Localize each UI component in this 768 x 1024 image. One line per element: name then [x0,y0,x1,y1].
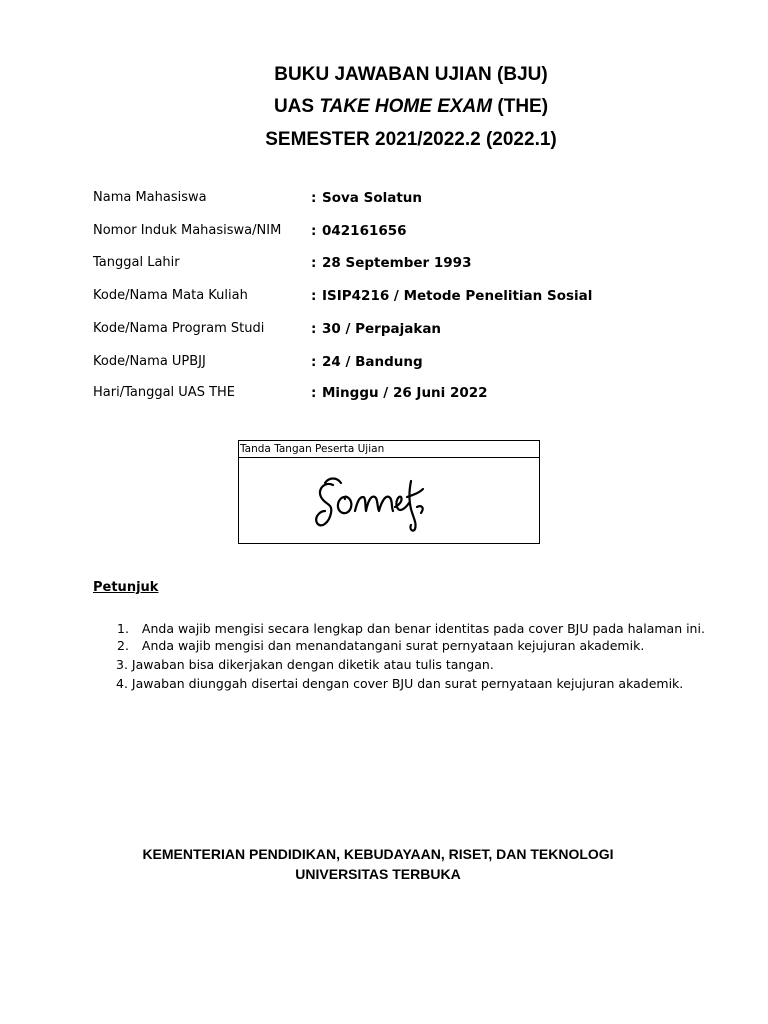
exam-type-emphasis: TAKE HOME EXAM [319,96,493,117]
identity-label: Kode/Nama Program Studi [93,321,265,336]
identity-value: ISIP4216 / Metode Penelitian Sosial [322,288,593,304]
identity-colon: : [311,321,317,337]
identity-label: Nomor Induk Mahasiswa/NIM [93,223,282,238]
signature-label: Tanda Tangan Peserta Ujian [239,441,539,458]
instruction-text: Anda wajib mengisi secara lengkap dan benar identitas pada cover BJU pada halaman ini. [141,621,705,636]
document-title: BUKU JAWABAN UJIAN (BJU) [274,64,548,85]
identity-label: Tanggal Lahir [93,255,180,270]
instruction-item [117,620,705,638]
identity-value: Sova Solatun [322,190,423,206]
identity-value: 28 September 1993 [322,255,472,271]
identity-value: 24 / Bandung [322,354,423,370]
identity-row-program [93,319,693,339]
identity-value: Minggu / 26 Juni 2022 [322,385,488,401]
identity-row-exam-date [93,383,693,403]
identity-colon: : [311,223,317,239]
identity-row-course [93,286,693,306]
instruction-number: 1. [117,621,129,636]
identity-label: Nama Mahasiswa [93,190,207,205]
semester-title: SEMESTER 2021/2022.2 (2022.1) [265,129,557,150]
handwritten-signature [311,467,441,537]
identity-colon: : [311,288,317,304]
instruction-item [116,656,494,674]
instruction-text: Anda wajib mengisi dan menandatangani surat pernyataan kejujuran akademik. [141,638,645,653]
identity-row-upbjj [93,352,693,372]
identity-colon: : [311,190,317,206]
exam-type-suffix: (THE) [492,96,549,117]
instruction-text: Jawaban diunggah disertai dengan cover BJU dan surat pernyataan kejujuran akademik. [131,676,684,691]
signature-box [238,440,540,544]
identity-row-birthdate [93,253,693,273]
identity-colon: : [311,354,317,370]
identity-value: 30 / Perpajakan [322,321,442,337]
instruction-number: 3. [116,657,128,672]
exam-type-prefix: UAS [273,96,320,117]
identity-row-name [93,188,693,208]
instruction-item [117,637,644,655]
identity-colon: : [311,255,317,271]
identity-row-nim [93,221,693,241]
exam-type-title [0,96,768,118]
instruction-text: Jawaban bisa dikerjakan dengan diketik atau tulis tangan. [131,657,494,672]
identity-colon: : [311,385,317,401]
instruction-number: 4. [116,676,128,691]
instruction-item [116,675,683,693]
identity-label: Kode/Nama UPBJJ [93,354,206,369]
ministry-name: KEMENTERIAN PENDIDIKAN, KEBUDAYAAN, RISET, DAN TEKNOLOGI [142,846,614,862]
identity-value: 042161656 [322,223,407,239]
university-name: UNIVERSITAS TERBUKA [295,866,461,882]
identity-label: Kode/Nama Mata Kuliah [93,288,248,303]
identity-label: Hari/Tanggal UAS THE [93,385,236,400]
instructions-heading: Petunjuk [93,580,159,595]
instruction-number: 2. [117,638,129,653]
